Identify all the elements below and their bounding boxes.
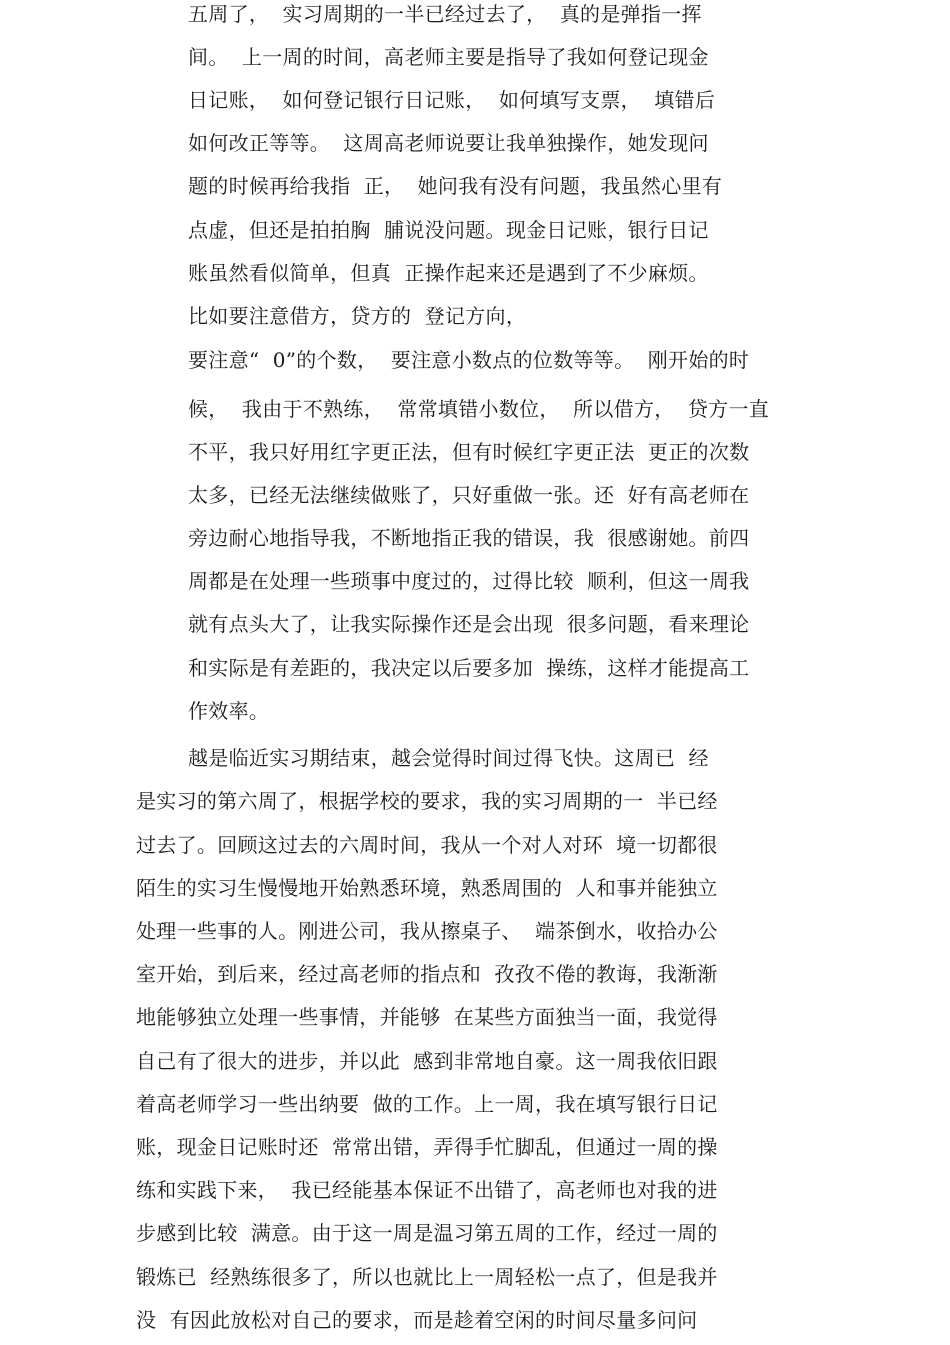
- text-line: 就有点头大了，让我实际操作还是会出现 很多问题，看来理论: [188, 612, 750, 636]
- text-line: 锻炼已 经熟练很多了，所以也就比上一周轻松一点了，但是我并: [136, 1265, 718, 1289]
- text-line: 练和实践下来， 我已经能基本保证不出错了，高老师也对我的进: [136, 1178, 718, 1202]
- text-line: 越是临近实习期结束，越会觉得时间过得飞快。这周已 经: [188, 746, 709, 770]
- text-line: 作效率。: [188, 699, 270, 723]
- text-line: 室开始，到后来，经过高老师的指点和 孜孜不倦的教诲，我渐渐: [136, 962, 718, 986]
- text-line: 没 有因此放松对自己的要求，而是趁着空闲的时间尽量多问问: [136, 1308, 698, 1332]
- text-line: 不平，我只好用红字更正法，但有时候红字更正法 更正的次数: [188, 440, 750, 464]
- text-line: 和实际是有差距的，我决定以后要多加 操练，这样才能提高工: [188, 656, 750, 680]
- text-line: 日记账， 如何登记银行日记账， 如何填写支票， 填错后: [188, 88, 716, 112]
- text-line: 步感到比较 满意。由于这一周是温习第五周的工作，经过一周的: [136, 1221, 718, 1245]
- text-line: 是实习的第六周了，根据学校的要求，我的实习周期的一 半已经: [136, 789, 718, 813]
- text-line: 旁边耐心地指导我，不断地指正我的错误，我 很感谢她。前四: [188, 526, 750, 550]
- text-line: 题的时候再给我指 正， 她问我有没有问题，我虽然心里有: [188, 174, 723, 198]
- text-line: 账虽然看似简单，但真 正操作起来还是遇到了不少麻烦。: [188, 261, 709, 285]
- text-line: 五周了， 实习周期的一半已经过去了， 真的是弹指一挥: [188, 2, 702, 26]
- text-line: 太多，已经无法继续做账了，只好重做一张。还 好有高老师在: [188, 483, 750, 507]
- text-line: 比如要注意借方，贷方的 登记方向，: [188, 304, 527, 328]
- text-line: 过去了。回顾这过去的六周时间，我从一个对人对环 境一切都很: [136, 833, 718, 857]
- text-line: 处理一些事的人。刚进公司，我从擦桌子、 端茶倒水，收拾办公: [136, 919, 718, 943]
- text-line: 着高老师学习一些出纳要 做的工作。上一周，我在填写银行日记: [136, 1092, 718, 1116]
- text-line: 间。 上一周的时间，高老师主要是指导了我如何登记现金: [188, 45, 709, 69]
- text-line: 地能够独立处理一些事情，并能够 在某些方面独当一面，我觉得: [136, 1005, 718, 1029]
- text-line: 要注意“ 0”的个数， 要注意小数点的位数等等。 刚开始的时: [188, 348, 750, 372]
- text-line: 自己有了很大的进步，并以此 感到非常地自豪。这一周我依旧跟: [136, 1049, 718, 1073]
- text-line: 陌生的实习生慢慢地开始熟悉环境，熟悉周围的 人和事并能独立: [136, 876, 718, 900]
- text-line: 如何改正等等。 这周高老师说要让我单独操作，她发现问: [188, 131, 709, 155]
- text-line: 账，现金日记账时还 常常出错，弄得手忙脚乱，但通过一周的操: [136, 1135, 718, 1159]
- text-line: 周都是在处理一些琐事中度过的，过得比较 顺利，但这一周我: [188, 569, 750, 593]
- text-line: 候， 我由于不熟练， 常常填错小数位， 所以借方， 贷方一直: [188, 397, 770, 421]
- text-line: 点虚，但还是拍拍胸 脯说没问题。现金日记账，银行日记: [188, 218, 709, 242]
